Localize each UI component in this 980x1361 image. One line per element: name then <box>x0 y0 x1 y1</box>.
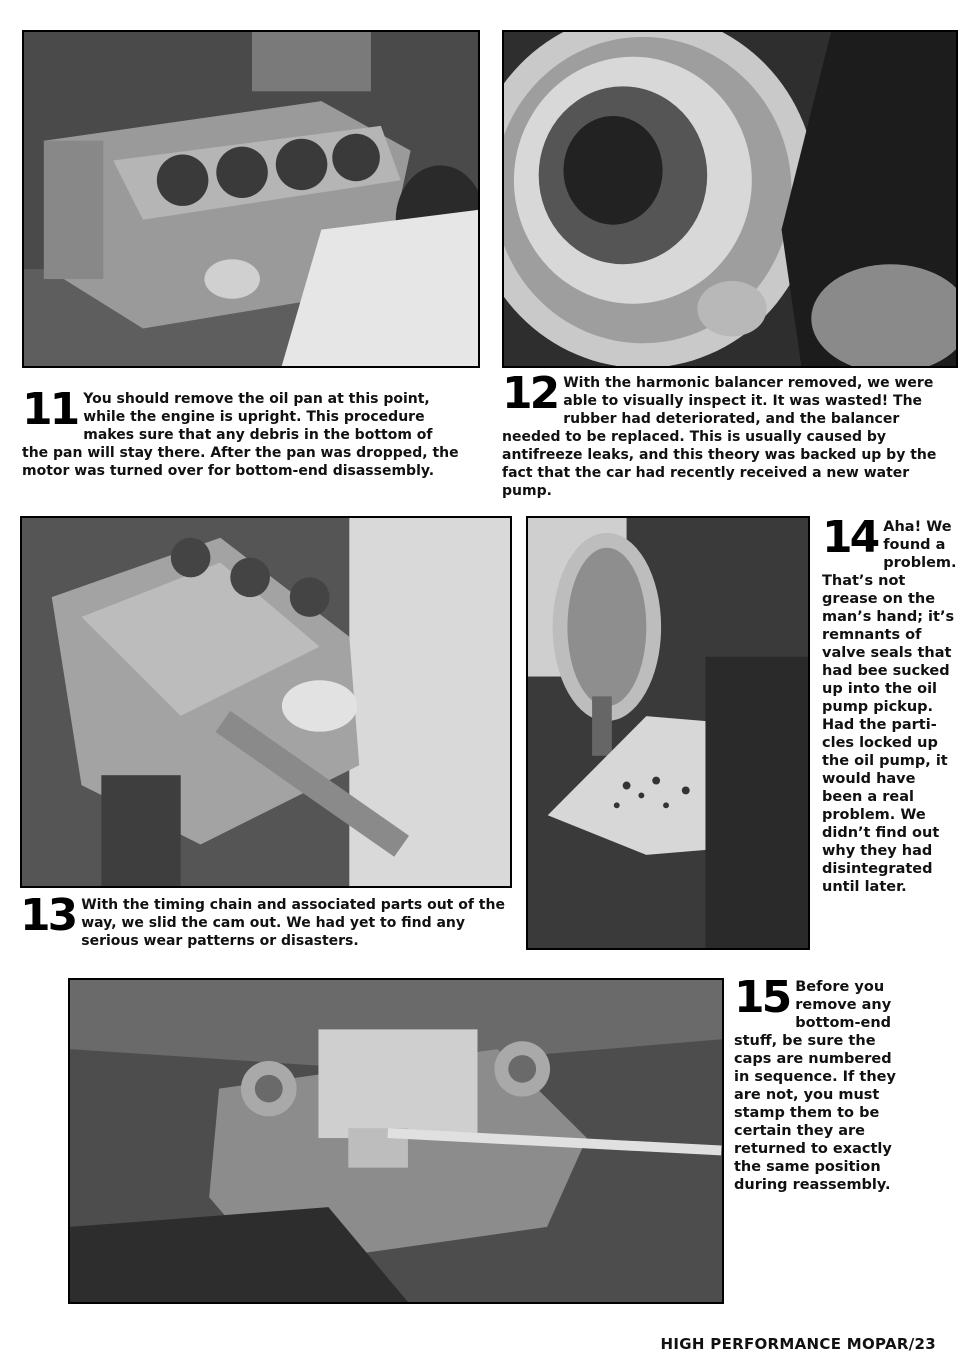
engine-block-image <box>24 32 478 366</box>
harmonic-balancer-image <box>504 32 956 366</box>
photo-engine-oil-pan <box>22 30 480 368</box>
step-text: With the timing chain and associated parts out of the way, we slid the cam out. We had yet to find any serious wear patterns or disasters. <box>81 897 505 949</box>
step-text: Aha! We found a problem. That’s not grease on the man’s hand; it’s remnants of valve seals that had bee sucked up into the oil pump pickup. Had the parti-cles locked up the oil pump, it would have been a real problem. We didn’t find out why they had disintegrated until later. <box>822 519 957 895</box>
page-number: 23 <box>914 1335 936 1353</box>
step-number: 15 <box>734 972 790 1023</box>
step-text: Before you remove any bottom-end stuff, be sure the caps are numbered in sequence. If they are not, you must stamp them to be certain they are returned to exactly the same position during reassembly. <box>734 979 896 1193</box>
caption-step-14 <box>822 512 958 896</box>
page-footer: HIGH PERFORMANCE MOPAR/23 <box>660 1335 936 1353</box>
photo-oil-pump-debris <box>526 516 810 950</box>
photo-camshaft-removal <box>20 516 512 888</box>
camshaft-image <box>22 518 510 886</box>
photo-bearing-caps <box>68 978 724 1304</box>
bearing-caps-image <box>70 980 722 1302</box>
magazine-title: HIGH PERFORMANCE MOPAR <box>660 1335 909 1353</box>
caption-step-11 <box>22 384 462 480</box>
step-number: 14 <box>822 512 878 563</box>
step-number: 12 <box>502 368 558 419</box>
step-text: You should remove the oil pan at this point, while the engine is upright. This procedure makes sure that any debris in the bottom of the pan will stay there. After the pan was dropped, the motor was turned over for bottom-end disassembly. <box>22 391 459 479</box>
caption-step-12 <box>502 368 948 500</box>
step-number: 11 <box>22 384 78 435</box>
caption-step-15 <box>734 972 904 1194</box>
step-text: With the harmonic balancer removed, we were able to visually inspect it. It was wasted! The rubber had deteriorated, and the balancer needed to be replaced. This is usually caused by antifreeze leaks, and this theory was backed up by the fact that the car had recently received a new water pump. <box>502 375 937 499</box>
photo-harmonic-balancer <box>502 30 958 368</box>
caption-step-13 <box>20 890 512 950</box>
oil-pump-pickup-image <box>528 518 808 948</box>
step-number: 13 <box>20 890 76 941</box>
